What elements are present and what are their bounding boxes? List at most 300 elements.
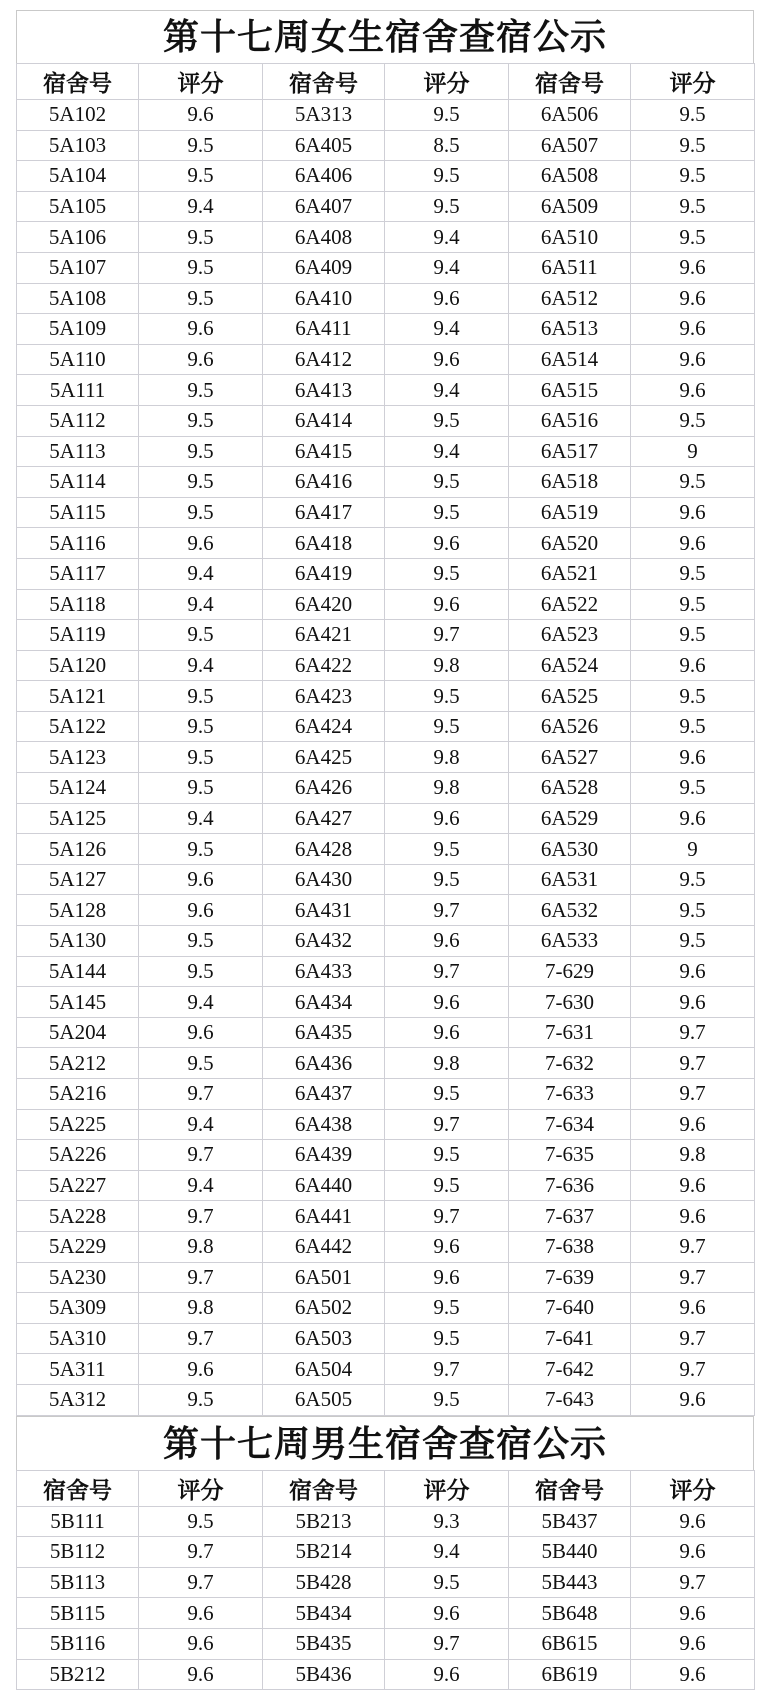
score-cell: 9.6 (385, 987, 509, 1018)
table-row (17, 528, 755, 559)
score-cell: 9.6 (631, 1598, 755, 1629)
dorm-number-cell: 5A311 (17, 1354, 139, 1385)
table-row (17, 803, 755, 834)
score-cell: 9.7 (631, 1048, 755, 1079)
dorm-number-cell: 6A521 (509, 558, 631, 589)
dorm-number-cell: 5A102 (17, 100, 139, 131)
dorm-number-cell: 6A527 (509, 742, 631, 773)
dorm-number-cell: 6A514 (509, 344, 631, 375)
male-section (16, 1416, 754, 1691)
dorm-number-cell: 6A427 (263, 803, 385, 834)
score-cell: 9.5 (385, 1567, 509, 1598)
score-cell: 9.6 (385, 803, 509, 834)
dorm-number-cell: 7-637 (509, 1201, 631, 1232)
score-cell: 9.5 (139, 1048, 263, 1079)
dorm-number-cell: 5B212 (17, 1659, 139, 1690)
dorm-number-cell: 5A103 (17, 130, 139, 161)
table-row (17, 926, 755, 957)
dorm-number-cell: 6A524 (509, 650, 631, 681)
table-row (17, 436, 755, 467)
score-cell: 9.5 (139, 252, 263, 283)
score-cell: 8.5 (385, 130, 509, 161)
table-row (17, 987, 755, 1018)
table-row (17, 681, 755, 712)
dorm-number-cell: 7-638 (509, 1231, 631, 1262)
score-cell: 9.6 (385, 1017, 509, 1048)
score-cell: 9.5 (631, 589, 755, 620)
column-header: 宿舍号 (17, 64, 139, 100)
table-row (17, 1079, 755, 1110)
score-cell: 9.6 (631, 528, 755, 559)
score-cell: 9.8 (385, 1048, 509, 1079)
column-header: 评分 (385, 64, 509, 100)
score-cell: 9.5 (631, 405, 755, 436)
score-cell: 9.6 (631, 252, 755, 283)
score-cell: 9.5 (139, 1384, 263, 1415)
dorm-number-cell: 5A106 (17, 222, 139, 253)
column-header: 宿舍号 (263, 64, 385, 100)
score-cell: 9.6 (631, 1628, 755, 1659)
dorm-number-cell: 6B615 (509, 1628, 631, 1659)
dorm-number-cell: 6A523 (509, 620, 631, 651)
score-cell: 9.6 (631, 283, 755, 314)
score-cell: 9.6 (631, 344, 755, 375)
score-cell: 9.6 (139, 314, 263, 345)
table-row (17, 834, 755, 865)
table-row (17, 1231, 755, 1262)
dorm-number-cell: 6A506 (509, 100, 631, 131)
dorm-number-cell: 7-640 (509, 1293, 631, 1324)
dorm-number-cell: 7-635 (509, 1140, 631, 1171)
score-cell: 9.4 (385, 375, 509, 406)
dorm-number-cell: 5A127 (17, 864, 139, 895)
score-cell: 9.6 (631, 1293, 755, 1324)
score-cell: 9.7 (631, 1079, 755, 1110)
score-cell: 9.4 (385, 222, 509, 253)
dorm-number-cell: 6A518 (509, 467, 631, 498)
dorm-number-cell: 6A532 (509, 895, 631, 926)
dorm-number-cell: 6A440 (263, 1170, 385, 1201)
dorm-number-cell: 6A531 (509, 864, 631, 895)
dorm-number-cell: 5B111 (17, 1506, 139, 1537)
dorm-number-cell: 5A128 (17, 895, 139, 926)
dorm-number-cell: 6A516 (509, 405, 631, 436)
dorm-number-cell: 7-639 (509, 1262, 631, 1293)
male-table-body (17, 1506, 755, 1690)
dorm-number-cell: 6A511 (509, 252, 631, 283)
score-cell: 9.6 (631, 375, 755, 406)
score-cell: 9.6 (631, 1109, 755, 1140)
score-cell: 9 (631, 834, 755, 865)
dorm-number-cell: 6A405 (263, 130, 385, 161)
dorm-number-cell: 6A415 (263, 436, 385, 467)
score-cell: 9.7 (631, 1323, 755, 1354)
score-cell: 9.6 (631, 956, 755, 987)
table-row (17, 1659, 755, 1690)
score-cell: 9.6 (385, 1659, 509, 1690)
dorm-number-cell: 5B213 (263, 1506, 385, 1537)
score-cell: 9.5 (631, 130, 755, 161)
score-cell: 9.5 (139, 375, 263, 406)
score-cell: 9.6 (631, 314, 755, 345)
score-cell: 9.7 (139, 1262, 263, 1293)
dorm-number-cell: 6A508 (509, 161, 631, 192)
dorm-number-cell: 5A124 (17, 773, 139, 804)
score-cell: 9.7 (385, 620, 509, 651)
dorm-number-cell: 5B115 (17, 1598, 139, 1629)
score-cell: 9.5 (139, 926, 263, 957)
score-cell: 9.7 (139, 1537, 263, 1568)
score-cell: 9.5 (139, 620, 263, 651)
column-header: 评分 (385, 1470, 509, 1506)
dorm-number-cell: 6A425 (263, 742, 385, 773)
table-row (17, 956, 755, 987)
score-cell: 9.4 (385, 436, 509, 467)
dorm-number-cell: 5A109 (17, 314, 139, 345)
table-row (17, 344, 755, 375)
dorm-number-cell: 5A229 (17, 1231, 139, 1262)
score-cell: 9.7 (631, 1231, 755, 1262)
dorm-number-cell: 6A519 (509, 497, 631, 528)
table-row (17, 1170, 755, 1201)
score-cell: 9.6 (631, 1659, 755, 1690)
score-cell: 9.8 (385, 742, 509, 773)
table-row (17, 1384, 755, 1415)
score-cell: 9.4 (385, 314, 509, 345)
score-cell: 9.5 (385, 467, 509, 498)
score-cell: 9.6 (139, 864, 263, 895)
score-cell: 9.6 (385, 528, 509, 559)
score-cell: 9.5 (385, 1323, 509, 1354)
score-cell: 9.5 (385, 711, 509, 742)
table-row (17, 1140, 755, 1171)
table-row (17, 283, 755, 314)
dorm-number-cell: 6A430 (263, 864, 385, 895)
female-score-table (16, 63, 755, 1416)
score-cell: 9.5 (139, 742, 263, 773)
score-cell: 9.5 (139, 467, 263, 498)
dorm-number-cell: 6A517 (509, 436, 631, 467)
table-row (17, 252, 755, 283)
score-cell: 9.5 (385, 558, 509, 589)
dorm-number-cell: 5A310 (17, 1323, 139, 1354)
dorm-number-cell: 6A439 (263, 1140, 385, 1171)
score-cell: 9.5 (139, 681, 263, 712)
dorm-number-cell: 5A145 (17, 987, 139, 1018)
score-cell: 9.5 (139, 161, 263, 192)
score-cell: 9.6 (139, 100, 263, 131)
score-cell: 9.6 (631, 987, 755, 1018)
score-cell: 9.4 (139, 1170, 263, 1201)
score-cell: 9.7 (139, 1323, 263, 1354)
score-cell: 9.7 (139, 1567, 263, 1598)
dorm-number-cell: 5A309 (17, 1293, 139, 1324)
table-row (17, 1506, 755, 1537)
score-cell: 9.6 (631, 650, 755, 681)
score-cell: 9.7 (385, 1628, 509, 1659)
dorm-number-cell: 6A442 (263, 1231, 385, 1262)
dorm-number-cell: 6A431 (263, 895, 385, 926)
table-row (17, 161, 755, 192)
dorm-number-cell: 6A513 (509, 314, 631, 345)
dorm-number-cell: 6B619 (509, 1659, 631, 1690)
score-cell: 9.5 (631, 161, 755, 192)
score-cell: 9.4 (385, 252, 509, 283)
score-cell: 9.5 (385, 1079, 509, 1110)
dorm-number-cell: 5A120 (17, 650, 139, 681)
female-title: 第十七周女生宿舍查宿公示 (16, 10, 754, 63)
male-title: 第十七周男生宿舍查宿公示 (16, 1416, 754, 1470)
dorm-number-cell: 5A312 (17, 1384, 139, 1415)
dorm-number-cell: 5A226 (17, 1140, 139, 1171)
dorm-number-cell: 7-642 (509, 1354, 631, 1385)
dorm-number-cell: 5B112 (17, 1537, 139, 1568)
dorm-number-cell: 5B113 (17, 1567, 139, 1598)
score-cell: 9.7 (385, 1201, 509, 1232)
dorm-number-cell: 6A422 (263, 650, 385, 681)
table-row (17, 1017, 755, 1048)
score-cell: 9.5 (631, 620, 755, 651)
score-cell: 9.6 (631, 497, 755, 528)
table-row (17, 497, 755, 528)
score-cell: 9.4 (139, 1109, 263, 1140)
dorm-number-cell: 6A533 (509, 926, 631, 957)
female-section (16, 10, 754, 1416)
dorm-number-cell: 5A126 (17, 834, 139, 865)
dorm-number-cell: 6A509 (509, 191, 631, 222)
score-cell: 9.7 (139, 1140, 263, 1171)
dorm-number-cell: 5A114 (17, 467, 139, 498)
dorm-number-cell: 6A436 (263, 1048, 385, 1079)
dorm-number-cell: 5A108 (17, 283, 139, 314)
score-cell: 9.5 (139, 497, 263, 528)
score-cell: 9.6 (139, 895, 263, 926)
dorm-number-cell: 5A216 (17, 1079, 139, 1110)
dorm-number-cell: 6A441 (263, 1201, 385, 1232)
dorm-number-cell: 6A525 (509, 681, 631, 712)
table-row (17, 130, 755, 161)
column-header: 宿舍号 (263, 1470, 385, 1506)
dorm-number-cell: 6A411 (263, 314, 385, 345)
score-cell: 9.7 (631, 1017, 755, 1048)
score-cell: 9.5 (139, 834, 263, 865)
dorm-number-cell: 5A116 (17, 528, 139, 559)
score-cell: 9.8 (139, 1293, 263, 1324)
score-cell: 9.8 (385, 650, 509, 681)
score-cell: 9.5 (631, 558, 755, 589)
dorm-number-cell: 6A433 (263, 956, 385, 987)
dorm-number-cell: 6A438 (263, 1109, 385, 1140)
score-cell: 9.5 (631, 100, 755, 131)
column-header: 宿舍号 (17, 1470, 139, 1506)
score-cell: 9.5 (139, 222, 263, 253)
dorm-number-cell: 6A512 (509, 283, 631, 314)
score-cell: 9.3 (385, 1506, 509, 1537)
table-row (17, 314, 755, 345)
score-cell: 9.5 (385, 405, 509, 436)
score-cell: 9.6 (385, 344, 509, 375)
score-cell: 9.7 (631, 1567, 755, 1598)
dorm-number-cell: 5A227 (17, 1170, 139, 1201)
score-cell: 9.6 (385, 1598, 509, 1629)
dorm-number-cell: 5A122 (17, 711, 139, 742)
score-cell: 9.5 (385, 191, 509, 222)
dorm-number-cell: 5B116 (17, 1628, 139, 1659)
score-cell: 9.5 (631, 467, 755, 498)
table-row (17, 742, 755, 773)
dorm-number-cell: 5A313 (263, 100, 385, 131)
female-header-row (17, 64, 755, 100)
score-cell: 9.5 (385, 161, 509, 192)
score-cell: 9.5 (631, 895, 755, 926)
score-cell: 9.5 (139, 436, 263, 467)
dorm-number-cell: 6A437 (263, 1079, 385, 1110)
dorm-number-cell: 5A111 (17, 375, 139, 406)
score-cell: 9.5 (385, 1384, 509, 1415)
score-cell: 9.5 (139, 773, 263, 804)
table-row (17, 1537, 755, 1568)
dorm-number-cell: 6A408 (263, 222, 385, 253)
dorm-number-cell: 6A526 (509, 711, 631, 742)
score-cell: 9.8 (631, 1140, 755, 1171)
table-row (17, 405, 755, 436)
score-cell: 9.5 (385, 1140, 509, 1171)
dorm-number-cell: 7-630 (509, 987, 631, 1018)
score-cell: 9.5 (139, 130, 263, 161)
score-cell: 9.6 (139, 1017, 263, 1048)
dorm-number-cell: 5B428 (263, 1567, 385, 1598)
dorm-number-cell: 6A413 (263, 375, 385, 406)
table-row (17, 467, 755, 498)
score-cell: 9.5 (385, 864, 509, 895)
dorm-number-cell: 5A104 (17, 161, 139, 192)
score-cell: 9.7 (385, 1109, 509, 1140)
dorm-number-cell: 5B437 (509, 1506, 631, 1537)
dorm-number-cell: 5B436 (263, 1659, 385, 1690)
dorm-number-cell: 6A501 (263, 1262, 385, 1293)
score-cell: 9.4 (139, 589, 263, 620)
dorm-number-cell: 6A423 (263, 681, 385, 712)
score-cell: 9.5 (139, 283, 263, 314)
score-cell: 9.5 (631, 864, 755, 895)
dorm-number-cell: 6A502 (263, 1293, 385, 1324)
dorm-number-cell: 6A510 (509, 222, 631, 253)
dorm-number-cell: 5B648 (509, 1598, 631, 1629)
dorm-number-cell: 7-634 (509, 1109, 631, 1140)
table-row (17, 222, 755, 253)
score-cell: 9.5 (385, 100, 509, 131)
table-row (17, 100, 755, 131)
score-cell: 9.7 (631, 1354, 755, 1385)
score-cell: 9.6 (139, 1628, 263, 1659)
dorm-number-cell: 6A522 (509, 589, 631, 620)
table-row (17, 1293, 755, 1324)
table-row (17, 1354, 755, 1385)
dorm-number-cell: 6A426 (263, 773, 385, 804)
column-header: 宿舍号 (509, 64, 631, 100)
table-row (17, 711, 755, 742)
dorm-number-cell: 5A115 (17, 497, 139, 528)
score-cell: 9.6 (631, 1201, 755, 1232)
score-cell: 9.4 (139, 650, 263, 681)
score-cell: 9.6 (631, 1506, 755, 1537)
dorm-number-cell: 5A228 (17, 1201, 139, 1232)
table-row (17, 589, 755, 620)
column-header: 评分 (139, 1470, 263, 1506)
dorm-number-cell: 5A130 (17, 926, 139, 957)
dorm-number-cell: 6A409 (263, 252, 385, 283)
male-score-table (16, 1470, 755, 1691)
dorm-number-cell: 5A225 (17, 1109, 139, 1140)
table-row (17, 1201, 755, 1232)
dorm-number-cell: 6A424 (263, 711, 385, 742)
dorm-number-cell: 5A204 (17, 1017, 139, 1048)
table-row (17, 620, 755, 651)
dorm-number-cell: 5A105 (17, 191, 139, 222)
table-row (17, 1567, 755, 1598)
dorm-number-cell: 5A230 (17, 1262, 139, 1293)
score-cell: 9.5 (385, 497, 509, 528)
dorm-number-cell: 5A107 (17, 252, 139, 283)
dorm-number-cell: 7-636 (509, 1170, 631, 1201)
score-cell: 9.8 (139, 1231, 263, 1262)
score-cell: 9.6 (385, 1262, 509, 1293)
dorm-number-cell: 6A412 (263, 344, 385, 375)
dorm-number-cell: 5A117 (17, 558, 139, 589)
dorm-number-cell: 5B443 (509, 1567, 631, 1598)
score-cell: 9.5 (631, 222, 755, 253)
score-cell: 9.7 (631, 1262, 755, 1293)
dorm-number-cell: 6A530 (509, 834, 631, 865)
male-header-row (17, 1470, 755, 1506)
dorm-number-cell: 5B440 (509, 1537, 631, 1568)
dorm-number-cell: 7-632 (509, 1048, 631, 1079)
score-cell: 9.6 (385, 1231, 509, 1262)
dorm-number-cell: 5A110 (17, 344, 139, 375)
table-row (17, 1109, 755, 1140)
table-row (17, 1628, 755, 1659)
score-cell: 9.6 (631, 803, 755, 834)
dorm-number-cell: 6A435 (263, 1017, 385, 1048)
score-cell: 9.4 (385, 1537, 509, 1568)
dorm-number-cell: 7-633 (509, 1079, 631, 1110)
dorm-number-cell: 6A529 (509, 803, 631, 834)
score-cell: 9.5 (631, 191, 755, 222)
dorm-number-cell: 6A507 (509, 130, 631, 161)
dorm-number-cell: 6A421 (263, 620, 385, 651)
score-cell: 9.4 (139, 191, 263, 222)
score-cell: 9.5 (631, 711, 755, 742)
score-cell: 9.5 (139, 956, 263, 987)
score-cell: 9.6 (385, 589, 509, 620)
dorm-number-cell: 6A515 (509, 375, 631, 406)
score-cell: 9.5 (139, 711, 263, 742)
dorm-number-cell: 5A121 (17, 681, 139, 712)
dorm-number-cell: 5A212 (17, 1048, 139, 1079)
dorm-number-cell: 7-631 (509, 1017, 631, 1048)
dorm-number-cell: 7-629 (509, 956, 631, 987)
dorm-number-cell: 6A503 (263, 1323, 385, 1354)
score-cell: 9.5 (631, 773, 755, 804)
score-cell: 9.7 (385, 956, 509, 987)
dorm-number-cell: 5A144 (17, 956, 139, 987)
dorm-number-cell: 5A113 (17, 436, 139, 467)
score-cell: 9.6 (631, 742, 755, 773)
dorm-number-cell: 5A112 (17, 405, 139, 436)
table-row (17, 1048, 755, 1079)
dorm-number-cell: 6A432 (263, 926, 385, 957)
table-row (17, 375, 755, 406)
